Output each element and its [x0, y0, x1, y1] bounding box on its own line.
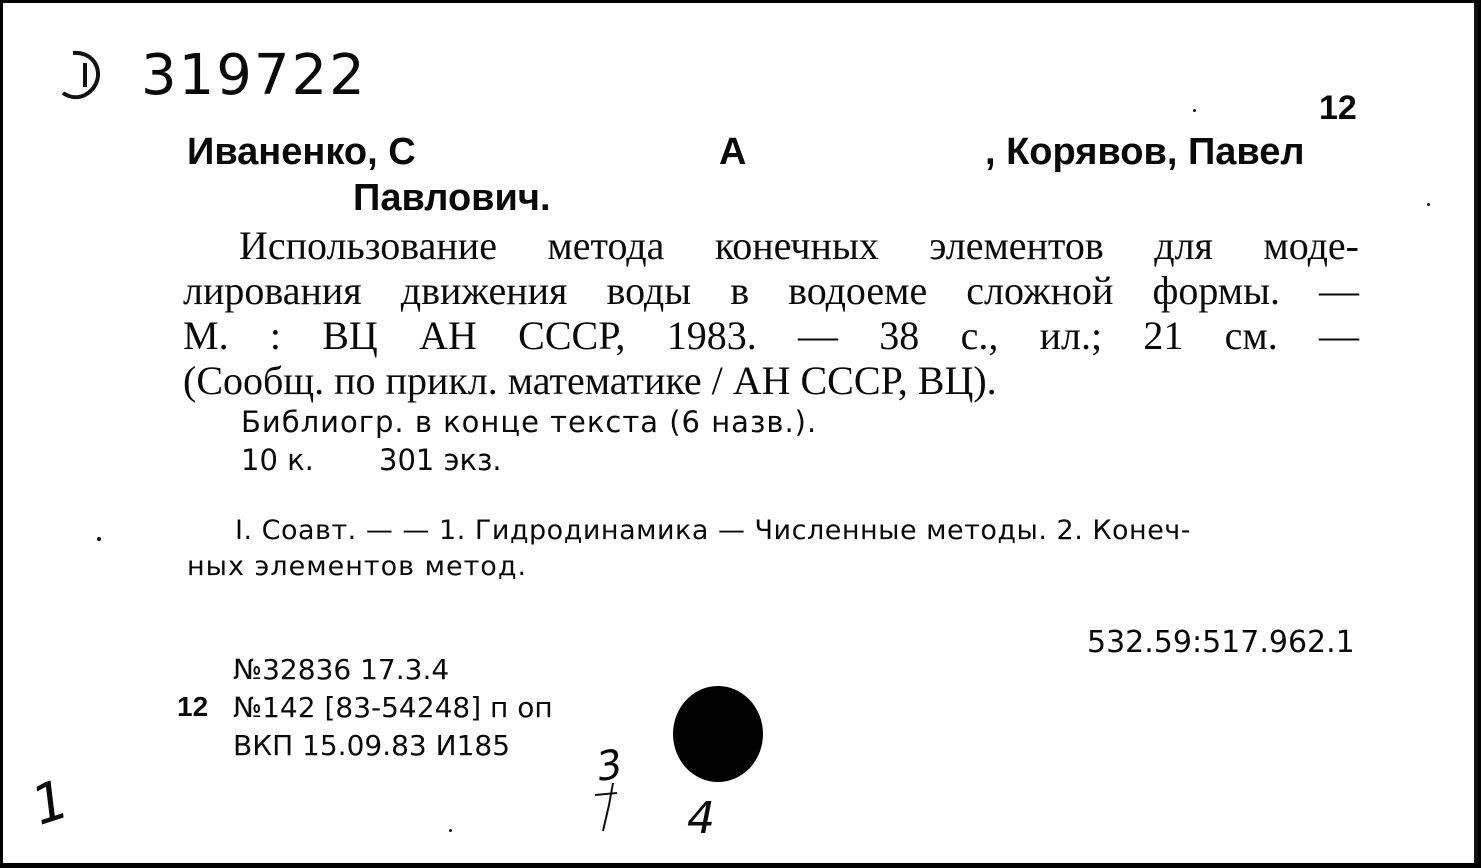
footer-line2: №142 [83-54248] п оп: [233, 691, 553, 724]
punch-hole: [673, 686, 763, 782]
speck: [97, 537, 101, 541]
classification-number: 532.59:517.962.1: [1087, 625, 1355, 660]
handwritten-mark-right: 4: [687, 793, 715, 844]
price: 10 к.: [241, 443, 314, 477]
title-line: Использование метода конечных элементов для моде-: [239, 223, 1359, 268]
handwritten-top-number: 319722: [141, 43, 367, 108]
title-line: М. : ВЦ АН СССР, 1983. — 38 с., ил.; 21 см. —: [183, 313, 1359, 358]
speck: [1193, 109, 1196, 112]
title-line: (Сообщ. по прикл. математике / АН СССР, ВЦ).: [183, 358, 997, 403]
handwritten-mark-left: 1: [24, 767, 77, 838]
speck: [1427, 203, 1430, 206]
bibliography-note: Библиогр. в конце текста (6 назв.).: [241, 405, 818, 439]
card-number: 12: [1319, 89, 1357, 127]
catalog-card: [3, 3, 1478, 863]
handwritten-stroke-icon: [591, 781, 621, 837]
footer-prefix: 12: [177, 691, 209, 722]
circled-d-icon: [55, 45, 113, 103]
subject-headings-line2: ных элементов метод.: [187, 551, 528, 582]
handwritten-mark-middle: 3: [593, 741, 627, 791]
footer-line1: №32836 17.3.4: [233, 653, 450, 686]
subject-headings-line1: I. Соавт. — — 1. Гидродинамика — Численные методы. 2. Конеч-: [235, 515, 1192, 546]
copies: 301 экз.: [379, 443, 502, 477]
title-block: [183, 223, 1359, 403]
title-line: лирования движения воды в водоеме сложной формы. —: [183, 268, 1359, 313]
coauthor-patronymic: Павлович.: [353, 177, 551, 219]
handwritten-circle-mark: [55, 45, 113, 103]
footer-line3: ВКП 15.09.83 И185: [233, 729, 511, 762]
author-initial: А: [719, 131, 747, 173]
speck: [449, 829, 452, 832]
author-surname: Иваненко, С: [187, 131, 416, 173]
coauthor-name: , Корявов, Павел: [985, 131, 1305, 173]
